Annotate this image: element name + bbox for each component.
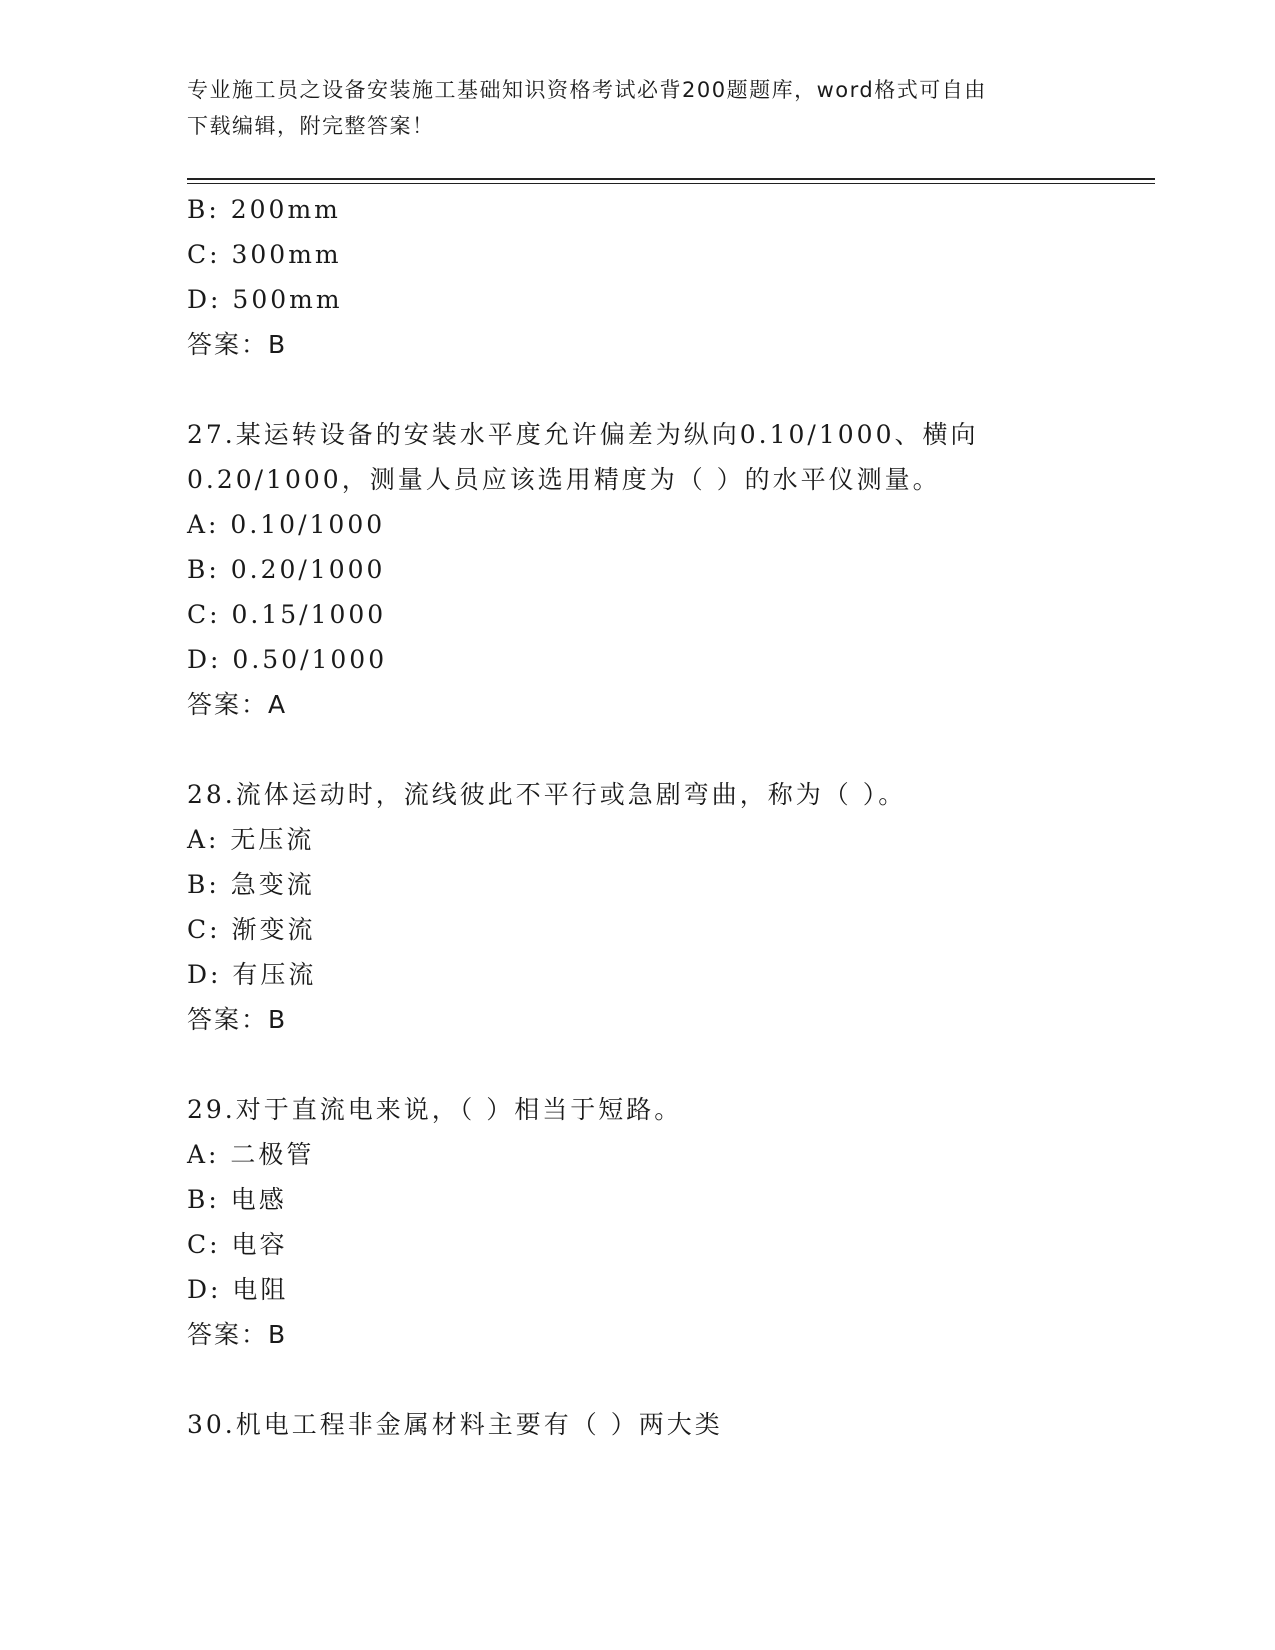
header-divider-thick bbox=[187, 178, 1155, 180]
q28-stem: 28.流体运动时，流线彼此不平行或急剧弯曲，称为（ ）。 bbox=[187, 780, 907, 809]
q27-option-c: C: 0.15/1000 bbox=[187, 600, 387, 629]
q27-answer: 答案：A bbox=[187, 690, 288, 719]
q27-option-d: D: 0.50/1000 bbox=[187, 645, 388, 674]
header-line-2: 下载编辑，附完整答案！ bbox=[187, 114, 435, 138]
q28-option-b: B: 急变流 bbox=[187, 870, 315, 899]
q27-stem-line-2: 0.20/1000，测量人员应该选用精度为（ ）的水平仪测量。 bbox=[187, 465, 941, 494]
q27-option-b: B: 0.20/1000 bbox=[187, 555, 386, 584]
q28-option-d: D: 有压流 bbox=[187, 960, 317, 989]
q26-option-d: D: 500mm bbox=[187, 285, 343, 314]
q26-option-c: C: 300mm bbox=[187, 240, 342, 269]
q29-option-b: B: 电感 bbox=[187, 1185, 287, 1214]
q29-option-a: A: 二极管 bbox=[187, 1140, 315, 1169]
q27-stem-line-1: 27.某运转设备的安装水平度允许偏差为纵向0.10/1000、横向 bbox=[187, 420, 979, 449]
q26-answer: 答案：B bbox=[187, 330, 288, 359]
q30-stem: 30.机电工程非金属材料主要有（ ）两大类 bbox=[187, 1410, 723, 1439]
q29-option-d: D: 电阻 bbox=[187, 1275, 289, 1304]
q28-answer: 答案：B bbox=[187, 1005, 288, 1034]
header-divider-thin bbox=[187, 183, 1155, 184]
q29-stem: 29.对于直流电来说，（ ）相当于短路。 bbox=[187, 1095, 683, 1124]
q28-option-c: C: 渐变流 bbox=[187, 915, 316, 944]
header-line-1: 专业施工员之设备安装施工基础知识资格考试必背200题题库，word格式可自由 bbox=[187, 78, 987, 102]
q29-answer: 答案：B bbox=[187, 1320, 288, 1349]
document-header bbox=[187, 72, 1087, 144]
q28-option-a: A: 无压流 bbox=[187, 825, 315, 854]
q27-option-a: A: 0.10/1000 bbox=[187, 510, 386, 539]
q29-option-c: C: 电容 bbox=[187, 1230, 288, 1259]
q26-option-b: B: 200mm bbox=[187, 195, 341, 224]
